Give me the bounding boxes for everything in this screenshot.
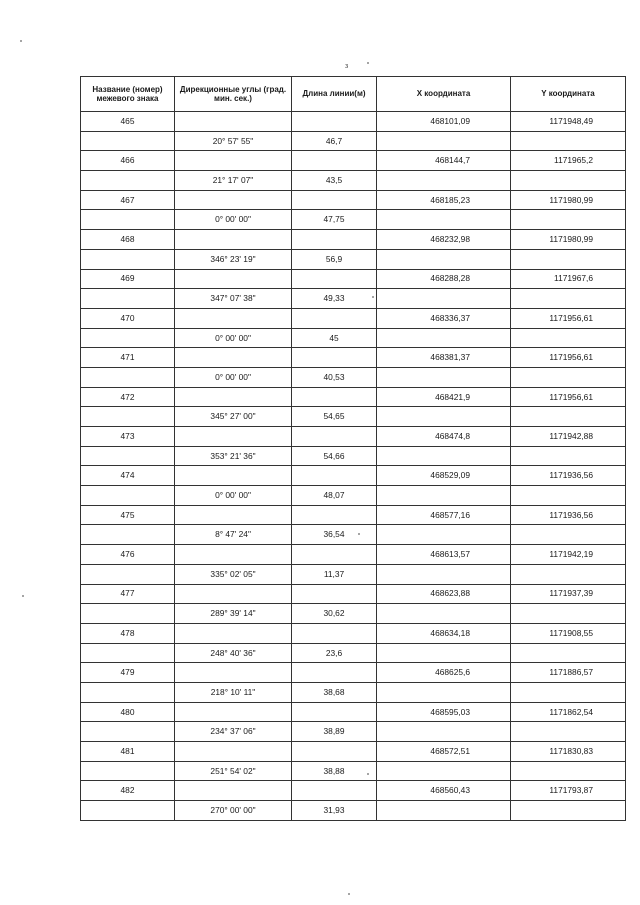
y-coordinate-cell: 1171830,83 xyxy=(511,742,626,762)
empty-cell xyxy=(292,112,377,132)
y-coordinate-cell: 1171956,61 xyxy=(511,387,626,407)
empty-cell xyxy=(511,643,626,663)
empty-cell xyxy=(175,230,292,250)
empty-cell xyxy=(292,623,377,643)
scan-speck xyxy=(348,893,350,895)
direction-angle-cell: 0° 00' 00" xyxy=(175,367,292,387)
empty-cell xyxy=(377,486,511,506)
empty-cell xyxy=(511,722,626,742)
y-coordinate-cell: 1171908,55 xyxy=(511,623,626,643)
x-coordinate-cell: 468623,88 xyxy=(377,584,511,604)
empty-cell xyxy=(292,387,377,407)
point-name-cell: 472 xyxy=(81,387,175,407)
point-name-cell: 474 xyxy=(81,466,175,486)
scan-speck xyxy=(367,62,369,64)
empty-cell xyxy=(292,269,377,289)
line-length-cell: 40,53 xyxy=(292,367,377,387)
empty-cell xyxy=(175,584,292,604)
point-name-cell: 481 xyxy=(81,742,175,762)
empty-cell xyxy=(511,801,626,821)
empty-cell xyxy=(175,623,292,643)
table-row-segment xyxy=(81,131,626,151)
table-row-point xyxy=(81,308,626,328)
table-row-segment xyxy=(81,564,626,584)
empty-cell xyxy=(175,781,292,801)
direction-angle-cell: 21° 17' 07" xyxy=(175,171,292,191)
line-length-cell: 54,65 xyxy=(292,407,377,427)
empty-cell xyxy=(81,564,175,584)
empty-cell xyxy=(511,604,626,624)
empty-cell xyxy=(377,682,511,702)
x-coordinate-cell: 468625,6 xyxy=(377,663,511,683)
x-coordinate-cell: 468232,98 xyxy=(377,230,511,250)
direction-angle-cell: 353° 21' 36" xyxy=(175,446,292,466)
empty-cell xyxy=(175,269,292,289)
empty-cell xyxy=(175,151,292,171)
empty-cell xyxy=(292,781,377,801)
empty-cell xyxy=(175,190,292,210)
table-row-point xyxy=(81,702,626,722)
empty-cell xyxy=(511,328,626,348)
line-length-cell: 38,89 xyxy=(292,722,377,742)
empty-cell xyxy=(377,367,511,387)
direction-angle-cell: 345° 27' 00" xyxy=(175,407,292,427)
empty-cell xyxy=(377,210,511,230)
empty-cell xyxy=(511,289,626,309)
line-length-cell: 30,62 xyxy=(292,604,377,624)
point-name-cell: 468 xyxy=(81,230,175,250)
header-point-name: Название (номер) межевого знака xyxy=(81,77,175,112)
point-name-cell: 471 xyxy=(81,348,175,368)
empty-cell xyxy=(292,308,377,328)
line-length-cell: 36,54 xyxy=(292,525,377,545)
point-name-cell: 476 xyxy=(81,545,175,565)
header-direction-angle: Дирекционные углы (град. мин. сек.) xyxy=(175,77,292,112)
y-coordinate-cell: 1171967,6 xyxy=(511,269,626,289)
empty-cell xyxy=(175,505,292,525)
y-coordinate-cell: 1171862,54 xyxy=(511,702,626,722)
x-coordinate-cell: 468185,23 xyxy=(377,190,511,210)
empty-cell xyxy=(292,663,377,683)
table-row-segment xyxy=(81,761,626,781)
table-row-point xyxy=(81,663,626,683)
empty-cell xyxy=(511,249,626,269)
table-row-segment xyxy=(81,643,626,663)
point-name-cell: 469 xyxy=(81,269,175,289)
point-name-cell: 479 xyxy=(81,663,175,683)
boundary-coordinates-table xyxy=(80,76,626,821)
table-row-segment xyxy=(81,289,626,309)
x-coordinate-cell: 468101,09 xyxy=(377,112,511,132)
line-length-cell: 46,7 xyxy=(292,131,377,151)
direction-angle-cell: 218° 10' 11" xyxy=(175,682,292,702)
table-row-segment xyxy=(81,682,626,702)
direction-angle-cell: 234° 37' 06" xyxy=(175,722,292,742)
table-row-point xyxy=(81,466,626,486)
y-coordinate-cell: 1171937,39 xyxy=(511,584,626,604)
empty-cell xyxy=(81,761,175,781)
direction-angle-cell: 289° 39' 14" xyxy=(175,604,292,624)
table-row-point xyxy=(81,190,626,210)
header-y-coordinate: Y координата xyxy=(511,77,626,112)
x-coordinate-cell: 468595,03 xyxy=(377,702,511,722)
table-body xyxy=(81,112,626,821)
line-length-cell: 11,37 xyxy=(292,564,377,584)
empty-cell xyxy=(81,643,175,663)
line-length-cell: 38,88 xyxy=(292,761,377,781)
x-coordinate-cell: 468474,8 xyxy=(377,427,511,447)
line-length-cell: 56,9 xyxy=(292,249,377,269)
empty-cell xyxy=(292,348,377,368)
point-name-cell: 480 xyxy=(81,702,175,722)
x-coordinate-cell: 468577,16 xyxy=(377,505,511,525)
empty-cell xyxy=(81,210,175,230)
table-row-segment xyxy=(81,171,626,191)
scan-speck xyxy=(22,595,24,597)
table-row-point xyxy=(81,230,626,250)
empty-cell xyxy=(81,722,175,742)
table-row-segment xyxy=(81,604,626,624)
line-length-cell: 43,5 xyxy=(292,171,377,191)
empty-cell xyxy=(377,722,511,742)
header-line-length: Длина линии(м) xyxy=(292,77,377,112)
empty-cell xyxy=(81,446,175,466)
empty-cell xyxy=(292,702,377,722)
x-coordinate-cell: 468572,51 xyxy=(377,742,511,762)
table-row-segment xyxy=(81,210,626,230)
empty-cell xyxy=(292,466,377,486)
empty-cell xyxy=(81,367,175,387)
direction-angle-cell: 335° 02' 05" xyxy=(175,564,292,584)
empty-cell xyxy=(175,663,292,683)
y-coordinate-cell: 1171793,87 xyxy=(511,781,626,801)
point-name-cell: 475 xyxy=(81,505,175,525)
line-length-cell: 54,66 xyxy=(292,446,377,466)
empty-cell xyxy=(511,486,626,506)
table-row-point xyxy=(81,387,626,407)
empty-cell xyxy=(175,112,292,132)
page-mark: з xyxy=(345,63,349,70)
point-name-cell: 478 xyxy=(81,623,175,643)
line-length-cell: 31,93 xyxy=(292,801,377,821)
x-coordinate-cell: 468421,9 xyxy=(377,387,511,407)
y-coordinate-cell: 1171956,61 xyxy=(511,308,626,328)
direction-angle-cell: 20° 57' 55" xyxy=(175,131,292,151)
empty-cell xyxy=(292,742,377,762)
point-name-cell: 470 xyxy=(81,308,175,328)
empty-cell xyxy=(377,801,511,821)
table-header-row xyxy=(81,77,626,112)
point-name-cell: 467 xyxy=(81,190,175,210)
empty-cell xyxy=(377,446,511,466)
x-coordinate-cell: 468613,57 xyxy=(377,545,511,565)
empty-cell xyxy=(377,289,511,309)
line-length-cell: 45 xyxy=(292,328,377,348)
line-length-cell: 49,33 xyxy=(292,289,377,309)
table-row-segment xyxy=(81,486,626,506)
line-length-cell: 47,75 xyxy=(292,210,377,230)
empty-cell xyxy=(81,171,175,191)
empty-cell xyxy=(175,545,292,565)
scan-speck xyxy=(20,40,22,42)
empty-cell xyxy=(511,131,626,151)
x-coordinate-cell: 468288,28 xyxy=(377,269,511,289)
point-name-cell: 473 xyxy=(81,427,175,447)
table-row-point xyxy=(81,781,626,801)
direction-angle-cell: 0° 00' 00" xyxy=(175,328,292,348)
table-row-segment xyxy=(81,249,626,269)
line-length-cell: 48,07 xyxy=(292,486,377,506)
y-coordinate-cell: 1171980,99 xyxy=(511,190,626,210)
empty-cell xyxy=(81,801,175,821)
empty-cell xyxy=(511,446,626,466)
empty-cell xyxy=(377,249,511,269)
y-coordinate-cell: 1171956,61 xyxy=(511,348,626,368)
empty-cell xyxy=(511,761,626,781)
empty-cell xyxy=(292,545,377,565)
direction-angle-cell: 347° 07' 38" xyxy=(175,289,292,309)
empty-cell xyxy=(377,604,511,624)
empty-cell xyxy=(292,427,377,447)
table-row-point xyxy=(81,151,626,171)
table-row-point xyxy=(81,742,626,762)
empty-cell xyxy=(81,525,175,545)
empty-cell xyxy=(292,151,377,171)
direction-angle-cell: 0° 00' 00" xyxy=(175,486,292,506)
empty-cell xyxy=(175,702,292,722)
direction-angle-cell: 251° 54' 02" xyxy=(175,761,292,781)
point-name-cell: 465 xyxy=(81,112,175,132)
empty-cell xyxy=(511,407,626,427)
y-coordinate-cell: 1171936,56 xyxy=(511,466,626,486)
empty-cell xyxy=(511,525,626,545)
table-row-segment xyxy=(81,367,626,387)
y-coordinate-cell: 1171965,2 xyxy=(511,151,626,171)
empty-cell xyxy=(81,328,175,348)
direction-angle-cell: 270° 00' 00" xyxy=(175,801,292,821)
empty-cell xyxy=(377,171,511,191)
empty-cell xyxy=(175,348,292,368)
line-length-cell: 23,6 xyxy=(292,643,377,663)
empty-cell xyxy=(175,308,292,328)
empty-cell xyxy=(175,742,292,762)
table-row-point xyxy=(81,269,626,289)
empty-cell xyxy=(175,466,292,486)
empty-cell xyxy=(377,407,511,427)
empty-cell xyxy=(377,525,511,545)
empty-cell xyxy=(511,171,626,191)
table-row-point xyxy=(81,348,626,368)
x-coordinate-cell: 468144,7 xyxy=(377,151,511,171)
empty-cell xyxy=(292,584,377,604)
x-coordinate-cell: 468560,43 xyxy=(377,781,511,801)
header-x-coordinate: X координата xyxy=(377,77,511,112)
y-coordinate-cell: 1171942,88 xyxy=(511,427,626,447)
table-row-segment xyxy=(81,407,626,427)
table-row-point xyxy=(81,584,626,604)
y-coordinate-cell: 1171942,19 xyxy=(511,545,626,565)
empty-cell xyxy=(292,190,377,210)
table-row-segment xyxy=(81,801,626,821)
point-name-cell: 477 xyxy=(81,584,175,604)
empty-cell xyxy=(81,407,175,427)
empty-cell xyxy=(81,289,175,309)
x-coordinate-cell: 468336,37 xyxy=(377,308,511,328)
empty-cell xyxy=(81,682,175,702)
empty-cell xyxy=(81,249,175,269)
x-coordinate-cell: 468529,09 xyxy=(377,466,511,486)
table-row-point xyxy=(81,505,626,525)
y-coordinate-cell: 1171948,49 xyxy=(511,112,626,132)
y-coordinate-cell: 1171886,57 xyxy=(511,663,626,683)
table-row-segment xyxy=(81,328,626,348)
table-row-segment xyxy=(81,446,626,466)
empty-cell xyxy=(511,564,626,584)
y-coordinate-cell: 1171936,56 xyxy=(511,505,626,525)
table-row-point xyxy=(81,112,626,132)
direction-angle-cell: 248° 40' 36" xyxy=(175,643,292,663)
table-row-segment xyxy=(81,525,626,545)
y-coordinate-cell: 1171980,99 xyxy=(511,230,626,250)
point-name-cell: 482 xyxy=(81,781,175,801)
empty-cell xyxy=(175,427,292,447)
table-row-point xyxy=(81,427,626,447)
empty-cell xyxy=(292,230,377,250)
direction-angle-cell: 8° 47' 24" xyxy=(175,525,292,545)
empty-cell xyxy=(175,387,292,407)
empty-cell xyxy=(377,328,511,348)
empty-cell xyxy=(511,367,626,387)
x-coordinate-cell: 468634,18 xyxy=(377,623,511,643)
empty-cell xyxy=(81,604,175,624)
empty-cell xyxy=(511,210,626,230)
x-coordinate-cell: 468381,37 xyxy=(377,348,511,368)
line-length-cell: 38,68 xyxy=(292,682,377,702)
empty-cell xyxy=(377,643,511,663)
point-name-cell: 466 xyxy=(81,151,175,171)
empty-cell xyxy=(81,486,175,506)
direction-angle-cell: 346° 23' 19" xyxy=(175,249,292,269)
table-row-point xyxy=(81,545,626,565)
table-row-point xyxy=(81,623,626,643)
empty-cell xyxy=(377,131,511,151)
empty-cell xyxy=(292,505,377,525)
empty-cell xyxy=(511,682,626,702)
direction-angle-cell: 0° 00' 00" xyxy=(175,210,292,230)
table-row-segment xyxy=(81,722,626,742)
empty-cell xyxy=(81,131,175,151)
empty-cell xyxy=(377,564,511,584)
empty-cell xyxy=(377,761,511,781)
